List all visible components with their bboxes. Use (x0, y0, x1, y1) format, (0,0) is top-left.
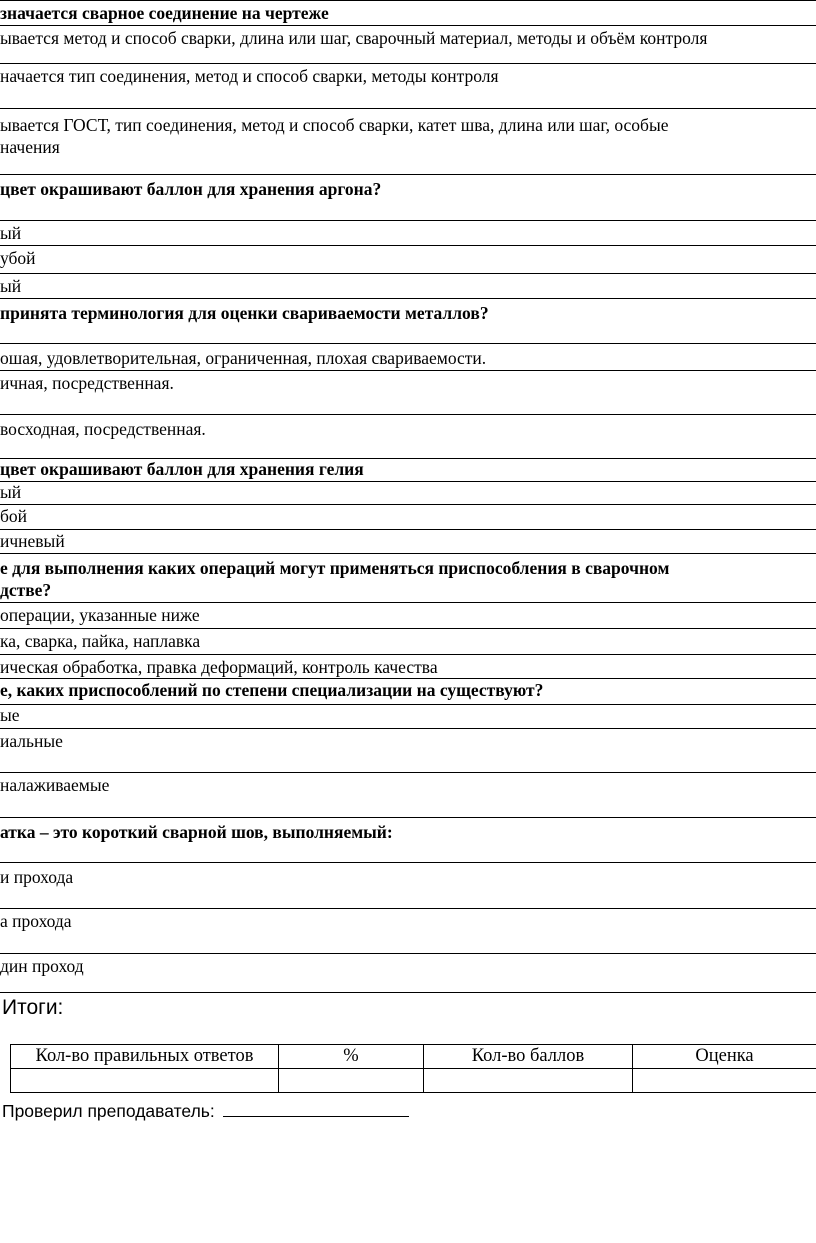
answer-row (0, 63, 816, 109)
answer-text: иальные (0, 731, 63, 751)
question-text: принята терминология для оценки свариваемости металлов? (0, 303, 489, 323)
answer-row (0, 370, 816, 415)
answer-row (0, 529, 816, 554)
answer-text: ичная, посредственная. (0, 373, 174, 393)
answer-row (0, 628, 816, 655)
question-row (0, 0, 816, 26)
answer-row (0, 343, 816, 371)
question-text: атка – это короткий сварной шов, выполняемый: (0, 822, 393, 842)
cell-percent[interactable] (279, 1069, 424, 1093)
cell-points[interactable] (424, 1069, 633, 1093)
question-text: е для выполнения каких операций могут применяться приспособления в сварочном (0, 558, 670, 578)
cell-grade[interactable] (633, 1069, 816, 1093)
divider (0, 992, 816, 993)
results-header-row (11, 1045, 816, 1069)
answer-text: восходная, посредственная. (0, 419, 206, 439)
answer-text: начения (0, 137, 60, 157)
answer-row (0, 908, 816, 954)
answer-row (0, 414, 816, 459)
answer-text: ка, сварка, пайка, наплавка (0, 631, 201, 651)
question-row (0, 553, 816, 603)
answer-text: убой (0, 248, 36, 268)
answer-row (0, 245, 816, 274)
question-text: е, каких приспособлений по степени специализации на существуют? (0, 680, 544, 700)
answer-row (0, 862, 816, 909)
answer-text: начается тип соединения, метод и способ сварки, методы контроля (0, 66, 499, 86)
checked-by-label: Проверил преподаватель: (2, 1101, 215, 1121)
answer-row (0, 602, 816, 629)
question-row (0, 817, 816, 863)
answer-row (0, 704, 816, 729)
question-text: дстве? (0, 580, 52, 600)
answer-text: ый (0, 482, 22, 502)
header-grade: Оценка (633, 1045, 816, 1069)
answer-row (0, 108, 816, 175)
answer-row (0, 273, 816, 299)
answer-row (0, 654, 816, 679)
question-text: цвет окрашивают баллон для хранения аргона? (0, 179, 382, 199)
cell-correct-count[interactable] (11, 1069, 279, 1093)
question-row (0, 174, 816, 221)
answer-row (0, 481, 816, 505)
answer-text: ичневый (0, 531, 65, 551)
answer-row (0, 25, 816, 64)
answer-text: дин проход (0, 956, 84, 976)
answer-text: и прохода (0, 867, 74, 887)
summary-title: Итоги: (2, 996, 64, 1019)
signature-blank[interactable] (223, 1100, 409, 1117)
answer-text: ывается ГОСТ, тип соединения, метод и способ сварки, катет шва, длина или шаг, особые (0, 115, 669, 135)
answer-text: ый (0, 276, 22, 296)
answer-text: бой (0, 506, 28, 526)
answer-text: ическая обработка, правка деформаций, контроль качества (0, 657, 438, 677)
header-correct-count: Кол-во правильных ответов (11, 1045, 279, 1069)
answer-row (0, 953, 816, 993)
question-text: цвет окрашивают баллон для хранения гелия (0, 459, 364, 479)
answer-text: операции, указанные ниже (0, 605, 200, 625)
question-row (0, 458, 816, 482)
answer-text: ый (0, 223, 22, 243)
answer-text: налаживаемые (0, 775, 110, 795)
header-points: Кол-во баллов (424, 1045, 633, 1069)
question-text: значается сварное соединение на чертеже (0, 3, 329, 23)
header-percent: % (279, 1045, 424, 1069)
results-value-row (11, 1069, 816, 1093)
checked-by-line (2, 1100, 409, 1122)
answer-text: а прохода (0, 911, 72, 931)
answer-row (0, 772, 816, 818)
results-table (10, 1044, 816, 1093)
question-row (0, 678, 816, 705)
answer-text: ошая, удовлетворительная, ограниченная, плохая свариваемости. (0, 348, 487, 368)
answer-text: ывается метод и способ сварки, длина или шаг, сварочный материал, методы и объём контроля (0, 28, 708, 48)
answer-row (0, 728, 816, 773)
question-row (0, 298, 816, 344)
answer-row (0, 220, 816, 246)
answer-row (0, 504, 816, 530)
answer-text: ые (0, 705, 20, 725)
